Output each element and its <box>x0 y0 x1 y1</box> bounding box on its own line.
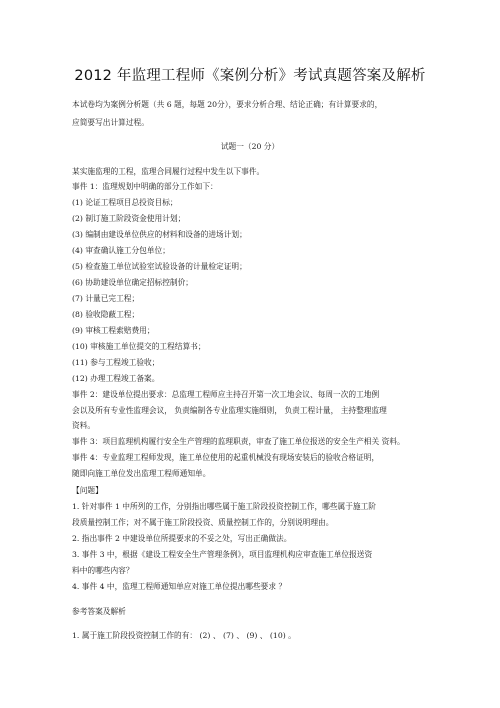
question-line: 2. 指出事件 2 中建设单位所提要求的不妥之处，写出正确做法。 <box>72 534 292 543</box>
list-item: (1) 论证工程项目总投资目标； <box>72 198 178 207</box>
body-line: 事件 4：专业监理工程师发现，施工单位使用的起重机械没有现场安装后的验收合格证明， <box>72 453 380 462</box>
list-item: (12) 办理工程竣工备案。 <box>72 374 160 383</box>
list-item: (6) 协助建设单位确定招标控制价； <box>72 278 193 287</box>
list-item: (10) 审核施工单位提交的工程结算书； <box>72 342 206 351</box>
question-line: 段质量控制工作；对不属于施工阶段投资、质量控制工作的，分别说明理由。 <box>72 518 334 527</box>
question-line: 料中的哪些内容？ <box>72 566 134 575</box>
section-heading: 试题一（20 分） <box>220 142 280 151</box>
body-line: 事件 3：项目监理机构履行安全生产管理的监理职责，审查了施工单位报送的安全生产相关 资料。 <box>72 437 405 446</box>
answer-heading: 参考答案及解析 <box>72 607 126 616</box>
intro-line: 本试卷均为案例分析题（共 6 题，每题 20分），要求分析合理、结论正确；有计算要求的， <box>72 100 383 109</box>
list-item: (9) 审核工程索赔费用； <box>72 326 155 335</box>
body-line: 事件 1：监理规划中明确的部分工作如下： <box>72 182 218 191</box>
list-item: (3) 编制由建设单位供应的材料和设备的进场计划； <box>72 230 247 239</box>
body-line: 随即向施工单位发出监理工程师通知单。 <box>72 469 211 478</box>
body-line: 某实施监理的工程，监理合同履行过程中发生以下事件。 <box>72 167 265 176</box>
list-item: (5) 检查施工单位试验室试验设备的计量检定证明； <box>72 262 247 271</box>
question-line: 3. 事件 3 中，根据《建设工程安全生产管理条例》，项目监理机构应审查施工单位报送资 <box>72 550 373 559</box>
document-title: 2012 年监理工程师《案例分析》考试真题答案及解析 <box>74 68 426 84</box>
body-line: 资料。 <box>72 421 96 430</box>
intro-line: 应简要写出计算过程。 <box>72 118 149 127</box>
list-item: (8) 验收隐蔽工程； <box>72 310 140 319</box>
question-heading: 【问题】 <box>72 486 103 495</box>
list-item: (11) 参与工程竣工验收； <box>72 358 160 367</box>
list-item: (2) 制订施工阶段资金使用计划； <box>72 214 186 223</box>
body-line: 事件 2：建设单位提出要求：总监理工程师应主持召开第一次工地会议、每周一次的工地例 <box>72 390 380 399</box>
body-line: 会以及所有专业性监理会议， 负责编制各专业监理实施细则， 负责工程计量， 主持整理监理 <box>72 406 387 415</box>
answer-line: 1. 属于施工阶段投资控制工作的有： (2) 、 (7) 、 (9) 、 (10) 。 <box>72 631 296 640</box>
list-item: (4) 审查确认施工分包单位； <box>72 246 170 255</box>
question-line: 1. 针对事件 1 中所列的工作，分别指出哪些属于施工阶段投资控制工作，哪些属于施工阶 <box>72 502 376 511</box>
list-item: (7) 计量已完工程； <box>72 294 140 303</box>
question-line: 4. 事件 4 中，监理工程师通知单应对施工单位提出哪些要求 ？ <box>72 582 287 591</box>
